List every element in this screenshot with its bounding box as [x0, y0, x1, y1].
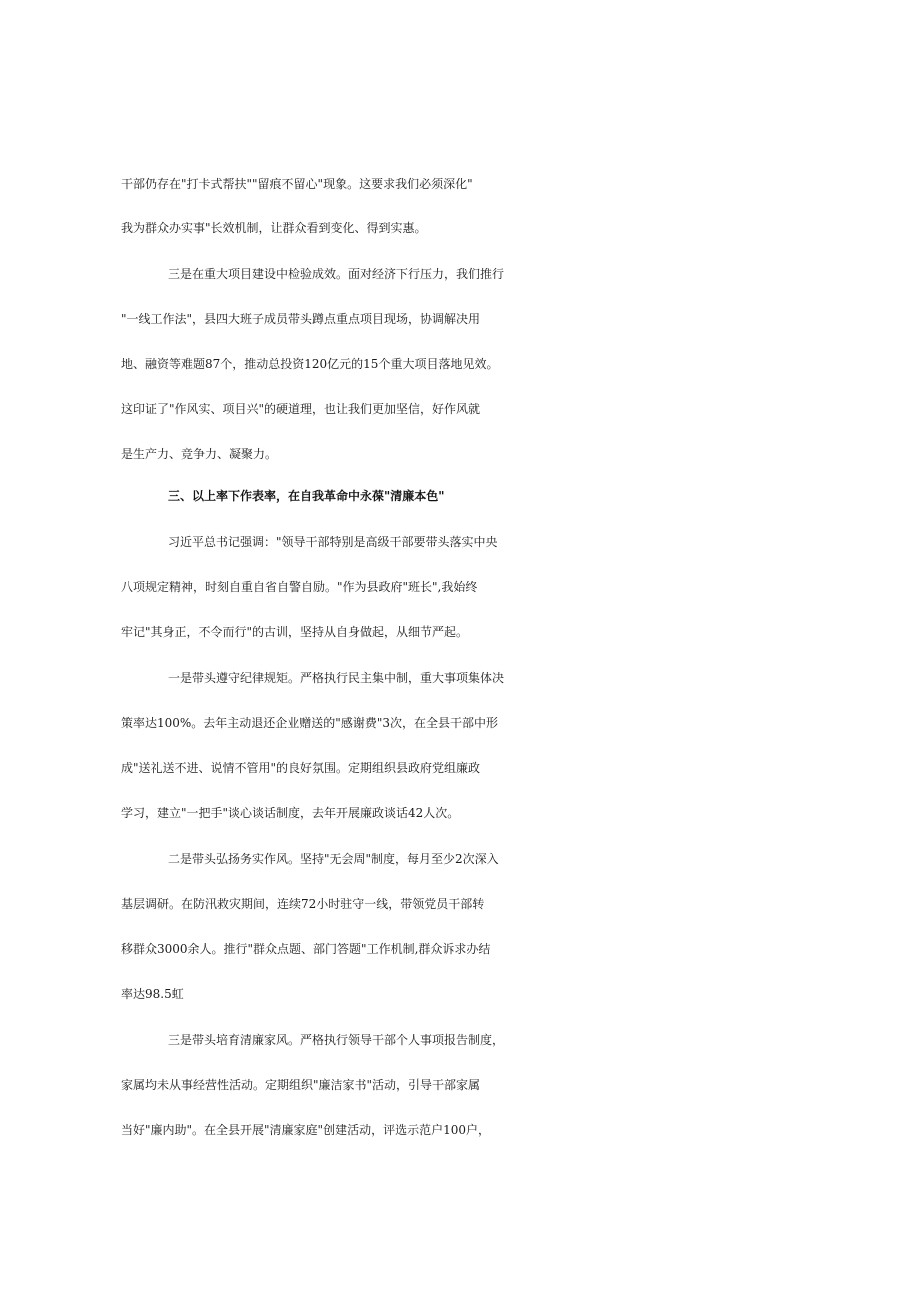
- paragraph-3-line-2: 八项规定精神，时刻自重自省自警自励。"作为县政府"班长",我始终: [121, 580, 478, 594]
- paragraph-2-line-2: "一线工作法"，县四大班子成员带头蹲点重点项目现场，协调解决用: [121, 312, 481, 326]
- paragraph-2-line-4: 这印证了"作风实、项目兴"的硬道理，也让我们更加坚信，好作风就: [121, 402, 481, 416]
- paragraph-3-line-1: 习近平总书记强调："领导干部特别是高级干部要带头落实中央: [168, 535, 498, 549]
- paragraph-5-line-3: 移群众3000余人。推行"群众点题、部门答题"工作机制,群众诉求办结: [121, 942, 491, 956]
- paragraph-2-line-3: 地、融资等难题87个，推动总投资120亿元的15个重大项目落地见效。: [121, 357, 499, 371]
- paragraph-4-line-2: 策率达100%。去年主动退还企业赠送的"感谢费"3次，在全县干部中形: [121, 716, 498, 730]
- paragraph-5-line-1: 二是带头弘扬务实作风。坚持"无会周"制度，每月至少2次深入: [168, 852, 499, 866]
- paragraph-4-line-3: 成"送礼送不进、说情不管用"的良好氛围。定期组织县政府党组廉政: [121, 761, 481, 775]
- paragraph-1-line-2: 我为群众办实事"长效机制，让群众看到变化、得到实惠。: [121, 221, 427, 235]
- paragraph-6-line-2: 家属均未从事经营性活动。定期组织"廉洁家书"活动，引导干部家属: [121, 1078, 481, 1092]
- paragraph-6-line-3: 当好"廉内助"。在全县开展"清廉家庭"创建活动，评选示范户100户，: [121, 1123, 490, 1137]
- paragraph-4-line-4: 学习，建立"一把手"谈心谈话制度，去年开展廉政谈话42人次。: [121, 806, 460, 820]
- paragraph-3-line-3: 牢记"其身正，不令而行"的古训，坚持从自身做起，从细节严起。: [121, 625, 469, 639]
- paragraph-6-line-1: 三是带头培育清廉家风。严格执行领导干部个人事项报告制度，: [168, 1033, 505, 1047]
- section-heading: 三、以上率下作表率，在自我革命中永葆"清廉本色": [168, 489, 445, 503]
- paragraph-1-line-1: 干部仍存在"打卡式帮扶""留痕不留心"现象。这要求我们必须深化": [121, 177, 473, 191]
- paragraph-5-line-4: 率达98.5虹: [121, 987, 184, 1001]
- paragraph-2-line-5: 是生产力、竞争力、凝聚力。: [121, 447, 278, 461]
- paragraph-5-line-2: 基层调研。在防汛救灾期间，连续72小时驻守一线，带领党员干部转: [121, 897, 485, 911]
- paragraph-4-line-1: 一是带头遵守纪律规矩。严格执行民主集中制，重大事项集体决: [168, 671, 505, 685]
- paragraph-2-line-1: 三是在重大项目建设中检验成效。面对经济下行压力，我们推行: [168, 267, 505, 281]
